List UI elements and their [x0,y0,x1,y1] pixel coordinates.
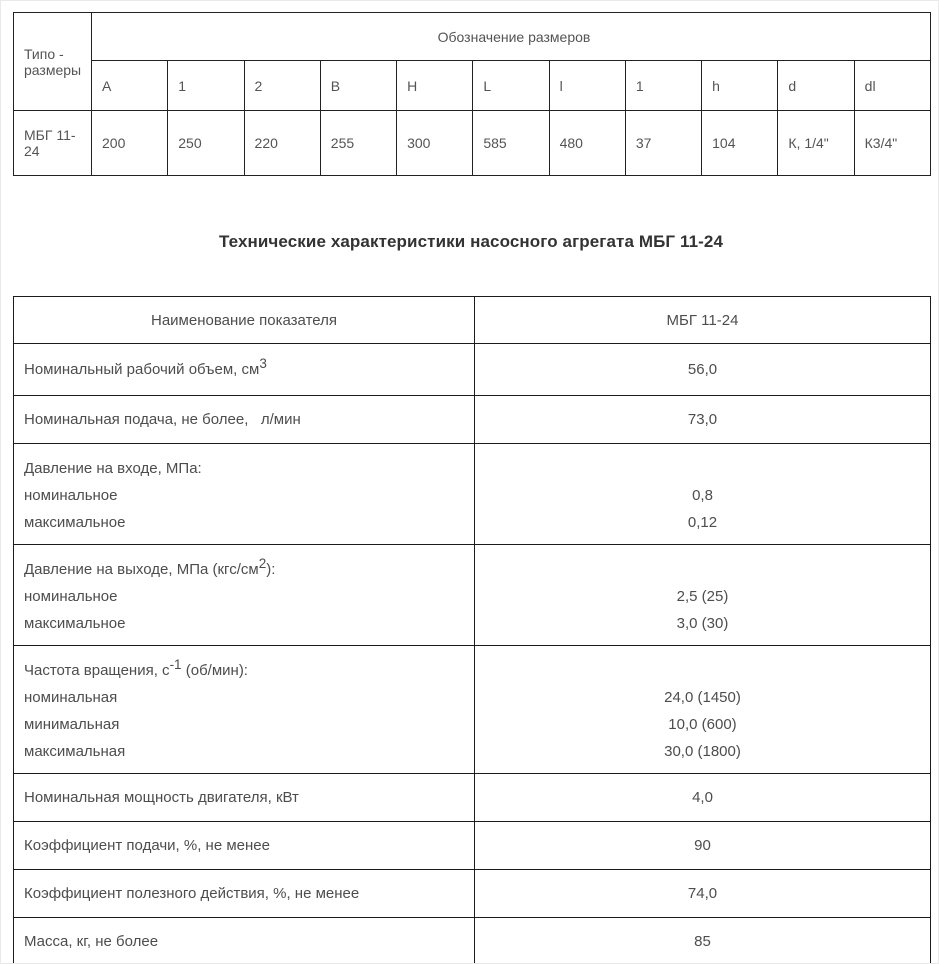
sub-value: 10,0 (600) [668,716,737,733]
spec-value-rotation-speed [475,646,931,774]
size-row-label: МБГ 11-24 [14,111,92,176]
spec-value-motor-power: 4,0 [475,774,931,822]
size-col-l: l [549,61,625,111]
size-val-h: 104 [702,111,778,176]
spec-value-efficiency: 74,0 [475,870,931,918]
sub-value: 0,8 [692,487,713,504]
spec-label-flow: Номинальная подача, не более, л/мин [14,396,475,444]
size-table [13,12,931,176]
spec-value-volume: 56,0 [475,344,931,396]
size-val-L: 585 [473,111,549,176]
table-row [14,774,931,822]
superscript: 2 [258,555,267,571]
spec-label-inlet-pressure [14,444,475,545]
spec-label-text: Номинальный рабочий объем, см [24,361,260,378]
sub-value: 24,0 (1450) [664,689,741,706]
group-label [24,556,468,583]
size-col-H: H [397,61,473,111]
size-table-corner-label: Типо - размеры [14,13,92,111]
group-label-text: Давление на выходе, МПа (кгс/см [24,561,259,578]
sub-value: 30,0 (1800) [664,743,741,760]
group-label: Давление на входе, МПа: [24,460,202,477]
size-table-columns-row [14,61,931,111]
table-row [14,396,931,444]
group-label-text: ): [266,561,276,578]
size-col-d: d [778,61,854,111]
sub-label: максимальное [24,615,126,632]
superscript: 3 [259,355,267,371]
table-row [14,344,931,396]
page-title: Технические характеристики насосного агрегата МБГ 11-24 [218,232,724,251]
spec-value-flow: 73,0 [475,396,931,444]
size-table-header-row [14,13,931,61]
table-row [14,822,931,870]
spec-header-name: Наименование показателя [14,297,475,344]
sub-value: 2,5 (25) [676,588,729,605]
spec-label-outlet-pressure [14,545,475,646]
group-label-text: Частота вращения, с [24,662,170,679]
sub-label: максимальная [24,743,126,760]
table-row [14,444,931,545]
sub-label: минимальная [24,716,120,733]
table-row [14,545,931,646]
spec-label-delivery-coefficient: Коэффициент подачи, %, не менее [14,822,475,870]
size-col-B: B [320,61,396,111]
size-val-dl: К3/4" [854,111,930,176]
sub-label: максимальное [24,514,126,531]
spec-table [13,296,931,964]
sub-value: 0,12 [687,514,718,531]
size-val-1: 250 [168,111,244,176]
sub-value: 3,0 (30) [676,615,729,632]
size-val-d: К, 1/4" [778,111,854,176]
spec-header-model: МБГ 11-24 [475,297,931,344]
spec-label-volume [14,344,475,396]
size-val-2: 220 [244,111,320,176]
spec-label-rotation-speed [14,646,475,774]
size-col-2: 2 [244,61,320,111]
group-label-text: (об/мин): [181,662,248,679]
size-col-L: L [473,61,549,111]
spec-label-efficiency: Коэффициент полезного действия, %, не менее [14,870,475,918]
size-col-dl: dl [854,61,930,111]
table-row [14,646,931,774]
size-val-A: 200 [92,111,168,176]
size-col-1: 1 [168,61,244,111]
size-table-group-header: Обозначение размеров [92,13,931,61]
size-col-A: A [92,61,168,111]
size-val-l: 480 [549,111,625,176]
size-col-h: h [702,61,778,111]
size-val-1b: 37 [625,111,701,176]
size-val-H: 300 [397,111,473,176]
sub-label: номинальная [24,689,118,706]
superscript: -1 [169,656,182,672]
empty-line [481,657,924,684]
spec-value-inlet-pressure [475,444,931,545]
group-label [24,657,468,684]
spec-value-mass: 85 [475,918,931,964]
size-col-1b: 1 [625,61,701,111]
spec-value-delivery-coefficient: 90 [475,822,931,870]
spec-table-header-row [14,297,931,344]
sub-label: номинальное [24,487,118,504]
table-row [14,918,931,964]
table-row [14,870,931,918]
size-val-B: 255 [320,111,396,176]
spec-label-motor-power: Номинальная мощность двигателя, кВт [14,774,475,822]
size-table-values-row [14,111,931,176]
spec-value-outlet-pressure [475,545,931,646]
spec-label-mass: Масса, кг, не более [14,918,475,964]
empty-line [481,556,924,583]
sub-label: номинальное [24,588,118,605]
empty-line [481,455,924,482]
